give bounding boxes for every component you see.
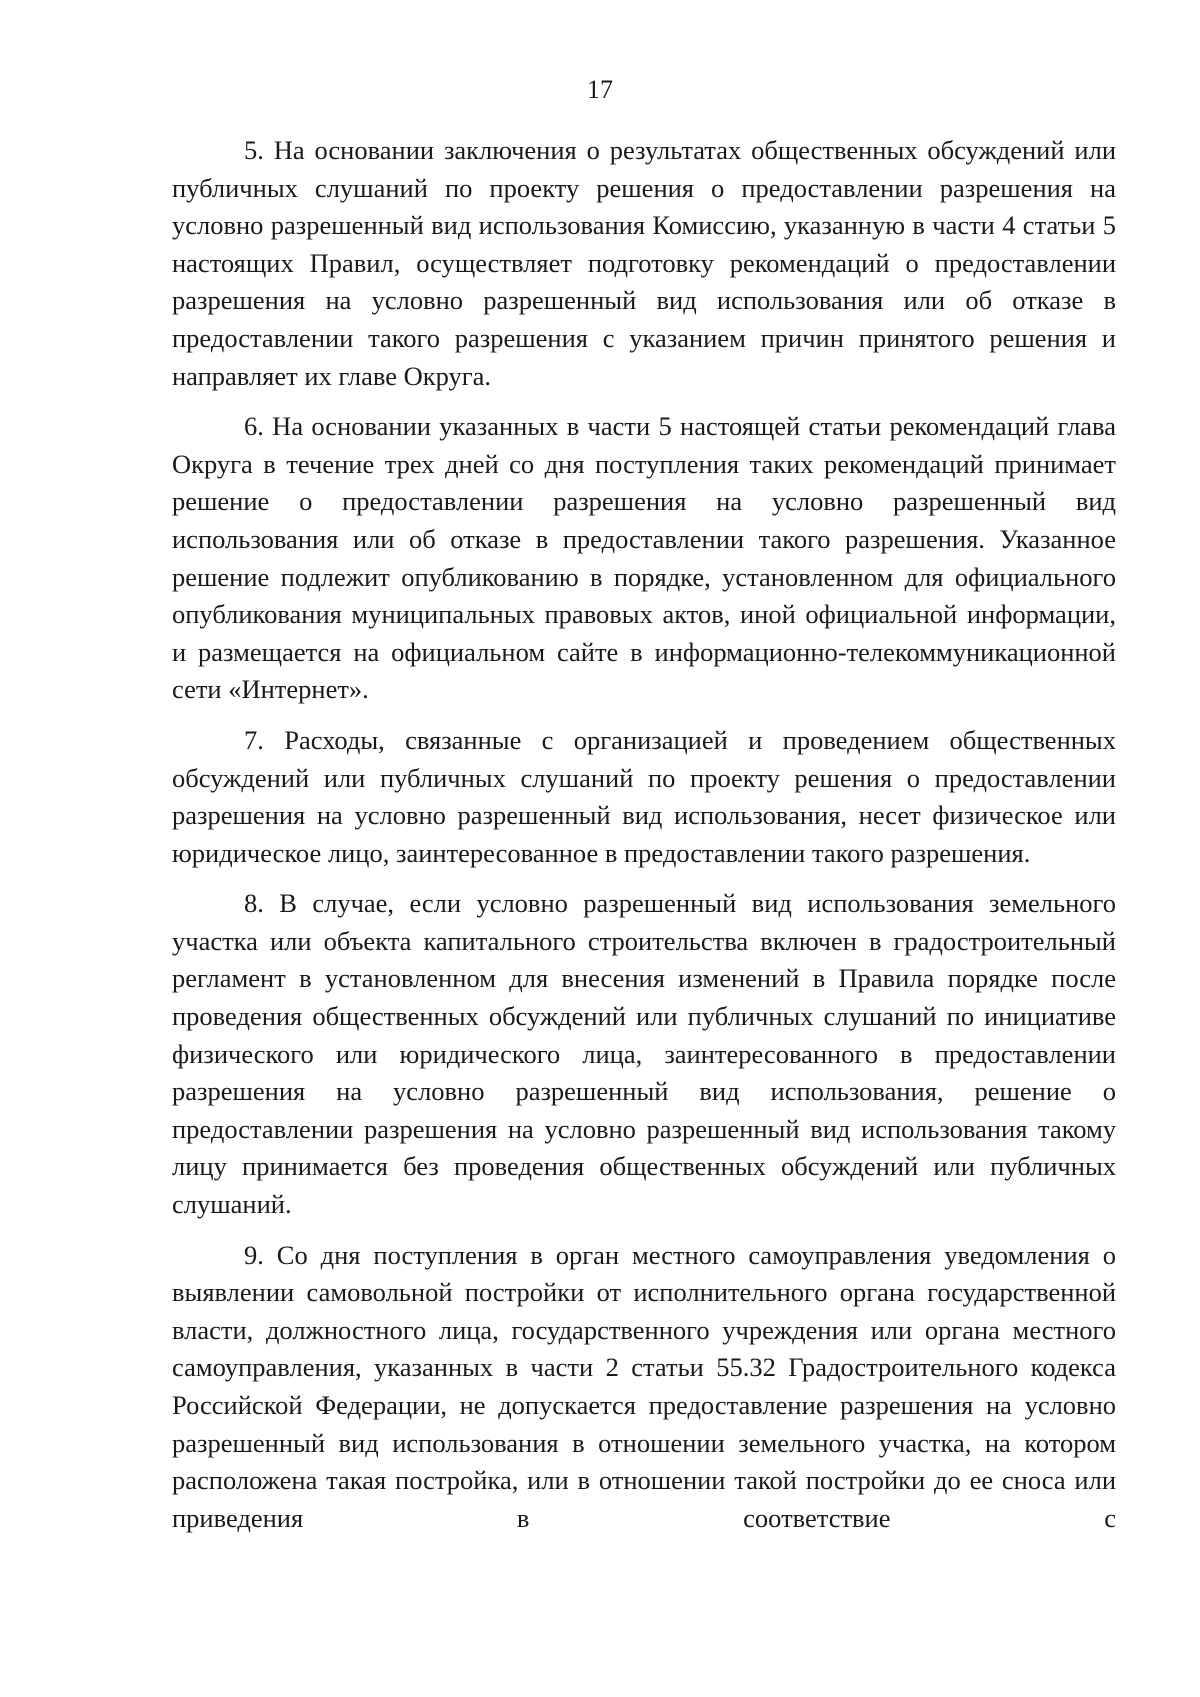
paragraph-5: 5. На основании заключения о результатах общественных обсуждений или публичных слушаний по проекту решения о предоставлении разрешения на условно разрешенный вид использования Комиссию, указанную в части 4 статьи 5 настоящих Правил, осуществляет подготовку рекомендаций о предоставлении разрешения на условно разрешенный вид использования или об отказе в предоставлении такого разрешения с указанием причин принятого решения и направляет их главе Округа. — [172, 135, 1116, 391]
paragraph-8: 8. В случае, если условно разрешенный вид использования земельного участка или объекта капитального строительства включен в градостроительный регламент в установленном для внесения изменений в Правила порядке после проведения общественных обсуждений или публичных слушаний по инициативе физического или юридического лица, заинтересованного в предоставлении разрешения на условно разрешенный вид использования, решение о предоставлении разрешения на условно разрешенный вид использования такому лицу принимается без проведения общественных обсуждений или публичных слушаний. — [172, 888, 1116, 1220]
document-body — [172, 132, 1116, 1550]
paragraph-7: 7. Расходы, связанные с организацией и проведением общественных обсуждений или публичных слушаний по проекту решения о предоставлении разрешения на условно разрешенный вид использования, несет физическое или юридическое лицо, заинтересованное в предоставлении такого разрешения. — [172, 724, 1116, 868]
paragraph-6: 6. На основании указанных в части 5 настоящей статьи рекомендаций глава Округа в течение трех дней со дня поступления таких рекомендаций принимает решение о предоставлении разрешения на условно разрешенный вид использования или об отказе в предоставлении такого разрешения. Указанное решение подлежит опубликованию в порядке, установленном для официального опубликования муниципальных правовых актов, иной официальной информации, и размещается на официальном сайте в информационно-телекоммуникационной сети «Интернет». — [172, 411, 1116, 705]
page-number: 17 — [587, 75, 613, 104]
paragraph-9: 9. Со дня поступления в орган местного самоуправления уведомления о выявлении самовольной постройки от исполнительного органа государственной власти, должностного лица, государственного учреждения или органа местного самоуправления, указанных в части 2 статьи 55.32 Градостроительного кодекса Российской Федерации, не допускается предоставление разрешения на условно разрешенный вид использования в отношении земельного участка, на котором расположена такая постройка, или в отношении такой постройки до ее сноса или приведения в соответствие с — [172, 1239, 1116, 1533]
